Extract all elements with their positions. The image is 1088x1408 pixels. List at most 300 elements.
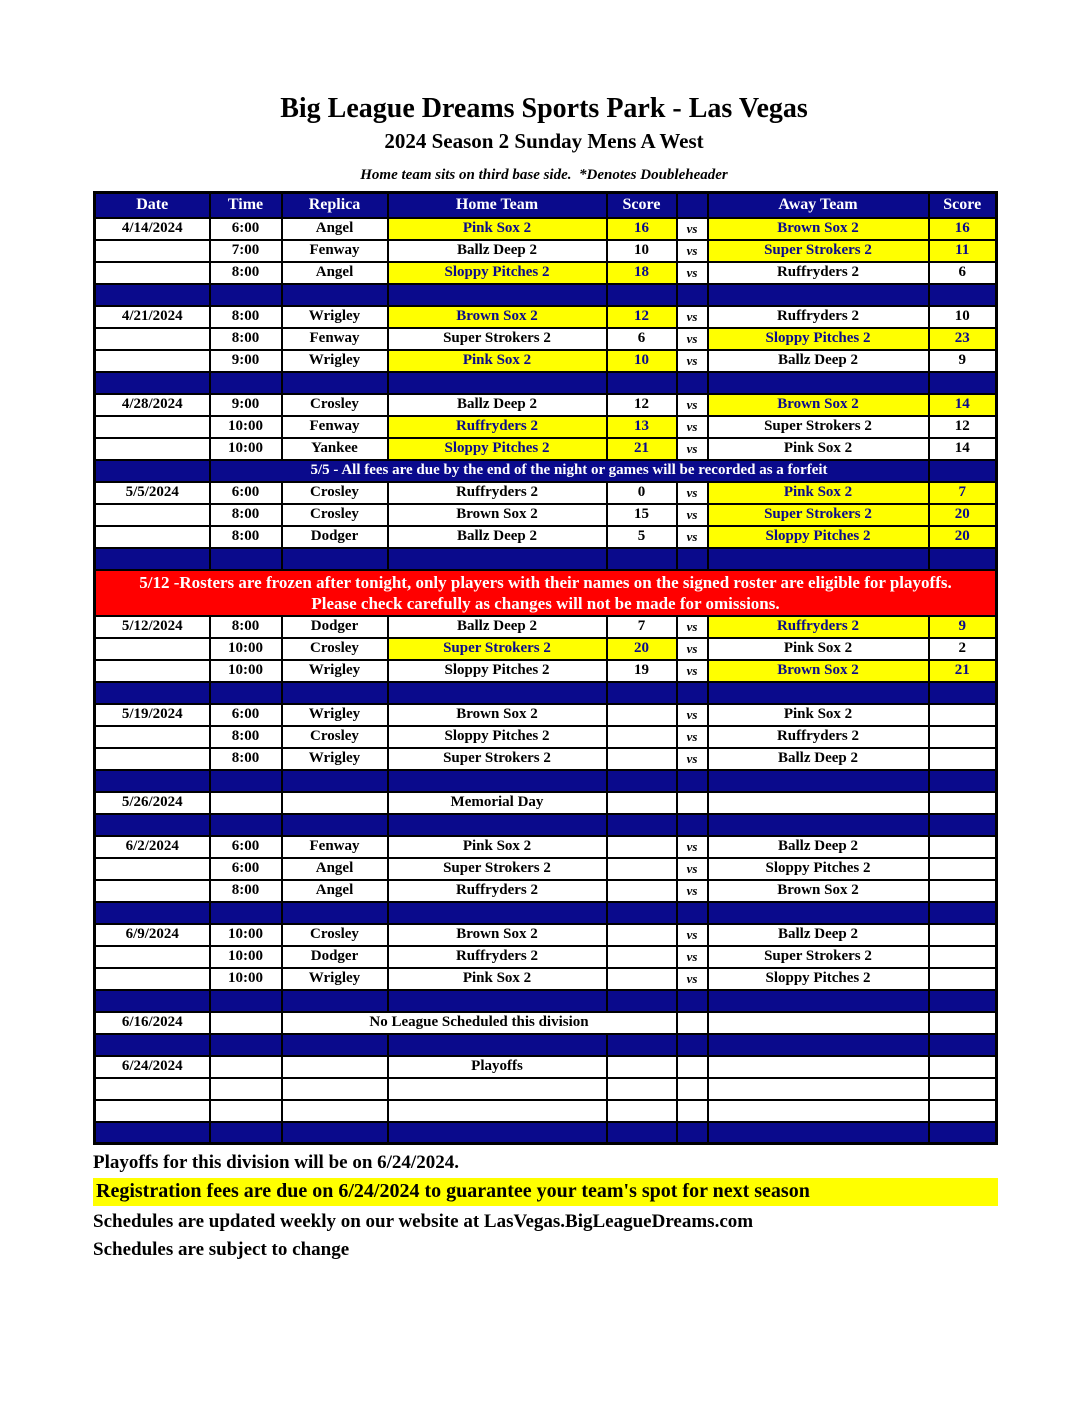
home-score-cell: 15: [607, 504, 677, 526]
away-score-cell: 11: [929, 240, 997, 262]
home-score-cell: 5: [607, 526, 677, 548]
spacer-cell: [677, 1034, 708, 1056]
date-cell: [95, 262, 210, 284]
spacer-row: [95, 284, 997, 306]
label-cell: No League Scheduled this division: [282, 1012, 677, 1034]
spacer-cell: [210, 902, 282, 924]
date-cell: [95, 526, 210, 548]
away-team-cell: Ballz Deep 2: [708, 350, 929, 372]
spacer-cell: [95, 990, 210, 1012]
vs-cell: [677, 1056, 708, 1078]
spacer-row: [95, 902, 997, 924]
vs-cell: vs: [677, 836, 708, 858]
away-score-cell: [929, 924, 997, 946]
away-score-cell: 12: [929, 416, 997, 438]
empty-cell: [210, 1078, 282, 1100]
spacer-cell: [708, 770, 929, 792]
spacer-row: [95, 990, 997, 1012]
spacer-cell: [929, 770, 997, 792]
spacer-cell: [388, 990, 607, 1012]
spacer-cell: [677, 770, 708, 792]
vs-cell: vs: [677, 616, 708, 638]
home-team-cell: Ballz Deep 2: [388, 616, 607, 638]
game-row: [95, 218, 997, 240]
replica-cell: Fenway: [282, 240, 388, 262]
vs-cell: vs: [677, 482, 708, 504]
home-team-cell: Ruffryders 2: [388, 416, 607, 438]
empty-cell: [708, 1078, 929, 1100]
table-body: [95, 218, 997, 1144]
date-cell: [95, 638, 210, 660]
spacer-cell: [282, 1122, 388, 1144]
game-row: [95, 660, 997, 682]
empty-cell: [388, 1100, 607, 1122]
away-team-cell: Ruffryders 2: [708, 616, 929, 638]
game-row: [95, 438, 997, 460]
empty-cell: [677, 1078, 708, 1100]
vs-cell: [677, 1012, 708, 1034]
replica-cell: Crosley: [282, 504, 388, 526]
away-team-cell: Brown Sox 2: [708, 660, 929, 682]
away-team-cell: Super Strokers 2: [708, 416, 929, 438]
replica-cell: Wrigley: [282, 660, 388, 682]
spacer-cell: [282, 372, 388, 394]
time-cell: 10:00: [210, 924, 282, 946]
header-time: Time: [210, 193, 282, 218]
date-cell: 4/14/2024: [95, 218, 210, 240]
date-cell: [95, 968, 210, 990]
away-score-cell: 20: [929, 504, 997, 526]
replica-cell: Wrigley: [282, 350, 388, 372]
game-row: [95, 504, 997, 526]
game-row: [95, 858, 997, 880]
spacer-cell: [95, 460, 210, 482]
spacer-cell: [708, 284, 929, 306]
spacer-cell: [929, 682, 997, 704]
home-score-cell: 10: [607, 350, 677, 372]
vs-cell: vs: [677, 748, 708, 770]
time-cell: 7:00: [210, 240, 282, 262]
away-score-cell: [929, 748, 997, 770]
spacer-cell: [388, 770, 607, 792]
notice-line: 5/12 -Rosters are frozen after tonight, only players with their names on the signed roster are eligible for playoffs.: [139, 572, 952, 592]
home-score-cell: [607, 968, 677, 990]
replica-cell: Wrigley: [282, 704, 388, 726]
away-score-cell: [929, 946, 997, 968]
spacer-row: [95, 1122, 997, 1144]
away-team-cell: Pink Sox 2: [708, 438, 929, 460]
empty-cell: [607, 1100, 677, 1122]
vs-cell: vs: [677, 946, 708, 968]
spacer-cell: [677, 284, 708, 306]
home-team-cell: Brown Sox 2: [388, 504, 607, 526]
replica-cell: Wrigley: [282, 748, 388, 770]
game-row: [95, 638, 997, 660]
replica-cell: Crosley: [282, 726, 388, 748]
empty-cell: [95, 1100, 210, 1122]
spacer-row: [95, 372, 997, 394]
home-team-cell: Brown Sox 2: [388, 306, 607, 328]
spacer-cell: [607, 902, 677, 924]
time-cell: 6:00: [210, 704, 282, 726]
spacer-cell: [607, 284, 677, 306]
home-team-cell: Sloppy Pitches 2: [388, 262, 607, 284]
home-score-cell: [607, 726, 677, 748]
spacer-cell: [929, 814, 997, 836]
date-cell: 5/19/2024: [95, 704, 210, 726]
away-score-cell: 20: [929, 526, 997, 548]
spacer-cell: [95, 682, 210, 704]
header-row: [95, 193, 997, 218]
date-cell: [95, 858, 210, 880]
spacer-cell: [677, 814, 708, 836]
header-away-team: Away Team: [708, 193, 929, 218]
spacer-cell: [210, 1122, 282, 1144]
replica-cell: Crosley: [282, 394, 388, 416]
empty-cell: [929, 1100, 997, 1122]
date-cell: 5/12/2024: [95, 616, 210, 638]
header-replica: Replica: [282, 193, 388, 218]
date-cell: [95, 438, 210, 460]
away-team-cell: Sloppy Pitches 2: [708, 858, 929, 880]
home-score-cell: 21: [607, 438, 677, 460]
away-team-cell: Brown Sox 2: [708, 218, 929, 240]
away-score-cell: 2: [929, 638, 997, 660]
spacer-cell: [929, 548, 997, 570]
away-team-cell: Ruffryders 2: [708, 306, 929, 328]
vs-cell: vs: [677, 858, 708, 880]
home-score-cell: [607, 748, 677, 770]
game-row: [95, 704, 997, 726]
spacer-row: [95, 770, 997, 792]
home-score-cell: [607, 924, 677, 946]
spacer-cell: [282, 1034, 388, 1056]
home-team-cell: Ballz Deep 2: [388, 240, 607, 262]
away-team-cell: Ruffryders 2: [708, 726, 929, 748]
empty-row: [95, 1078, 997, 1100]
game-row: [95, 968, 997, 990]
away-score-cell: 10: [929, 306, 997, 328]
away-score-cell: 6: [929, 262, 997, 284]
spacer-row: [95, 682, 997, 704]
away-score-cell: [929, 704, 997, 726]
footer: [93, 1152, 1088, 1261]
home-team-cell: Ballz Deep 2: [388, 394, 607, 416]
spacer-cell: [607, 814, 677, 836]
home-team-cell: Ballz Deep 2: [388, 526, 607, 548]
game-row: [95, 306, 997, 328]
replica-cell: Angel: [282, 880, 388, 902]
away-team-cell: [708, 1012, 929, 1034]
spacer-cell: [282, 682, 388, 704]
home-team-note: Home team sits on third base side. *Denotes Doubleheader: [360, 167, 728, 183]
vs-cell: vs: [677, 880, 708, 902]
registration-note: Registration fees are due on 6/24/2024 to guarantee your team's spot for next season: [93, 1178, 998, 1206]
vs-cell: vs: [677, 638, 708, 660]
away-team-cell: Ballz Deep 2: [708, 836, 929, 858]
away-score-cell: [929, 726, 997, 748]
replica-cell: Fenway: [282, 328, 388, 350]
header-date: Date: [95, 193, 210, 218]
empty-cell: [677, 1100, 708, 1122]
vs-cell: vs: [677, 968, 708, 990]
away-team-cell: Ruffryders 2: [708, 262, 929, 284]
date-cell: 6/16/2024: [95, 1012, 210, 1034]
home-score-cell: [607, 1056, 677, 1078]
time-cell: 10:00: [210, 438, 282, 460]
vs-cell: vs: [677, 262, 708, 284]
home-score-cell: [607, 946, 677, 968]
away-score-cell: [929, 1012, 997, 1034]
date-cell: [95, 416, 210, 438]
home-team-cell: Super Strokers 2: [388, 328, 607, 350]
spacer-cell: [929, 990, 997, 1012]
replica-cell: [282, 1056, 388, 1078]
replica-cell: [282, 792, 388, 814]
home-team-cell: Sloppy Pitches 2: [388, 438, 607, 460]
away-team-cell: Super Strokers 2: [708, 504, 929, 526]
spacer-cell: [95, 548, 210, 570]
away-team-cell: Sloppy Pitches 2: [708, 968, 929, 990]
date-cell: [95, 328, 210, 350]
home-team-cell: Pink Sox 2: [388, 836, 607, 858]
date-cell: [95, 880, 210, 902]
spacer-cell: [607, 990, 677, 1012]
time-cell: 6:00: [210, 218, 282, 240]
spacer-cell: [210, 372, 282, 394]
replica-cell: Dodger: [282, 946, 388, 968]
spacer-cell: [95, 770, 210, 792]
spacer-cell: [95, 1034, 210, 1056]
home-score-cell: [607, 858, 677, 880]
home-score-cell: 13: [607, 416, 677, 438]
home-team-cell: Super Strokers 2: [388, 858, 607, 880]
game-row: [95, 748, 997, 770]
spacer-row: [95, 1034, 997, 1056]
spacer-cell: [95, 284, 210, 306]
vs-cell: vs: [677, 328, 708, 350]
home-score-cell: 19: [607, 660, 677, 682]
header-vs: [677, 193, 708, 218]
table-header: [95, 193, 997, 218]
replica-cell: Fenway: [282, 416, 388, 438]
date-cell: 4/28/2024: [95, 394, 210, 416]
date-cell: 6/9/2024: [95, 924, 210, 946]
spacer-cell: [282, 902, 388, 924]
home-team-cell: Pink Sox 2: [388, 350, 607, 372]
spacer-cell: [708, 1122, 929, 1144]
spacer-cell: [607, 548, 677, 570]
game-row: [95, 924, 997, 946]
away-score-cell: 7: [929, 482, 997, 504]
date-cell: [95, 748, 210, 770]
spacer-cell: [388, 1122, 607, 1144]
replica-cell: Crosley: [282, 638, 388, 660]
fees-due-notice: 5/5 - All fees are due by the end of the night or games will be recorded as a forfeit: [210, 460, 929, 482]
website-note: Schedules are updated weekly on our website at LasVegas.BigLeagueDreams.com: [93, 1211, 754, 1232]
away-score-cell: [929, 858, 997, 880]
away-score-cell: [929, 968, 997, 990]
time-cell: 10:00: [210, 946, 282, 968]
away-team-cell: Pink Sox 2: [708, 704, 929, 726]
vs-cell: vs: [677, 394, 708, 416]
empty-cell: [388, 1078, 607, 1100]
time-cell: 8:00: [210, 726, 282, 748]
time-cell: 10:00: [210, 416, 282, 438]
spacer-cell: [388, 814, 607, 836]
game-row: [95, 262, 997, 284]
date-cell: [95, 240, 210, 262]
replica-cell: Dodger: [282, 616, 388, 638]
spacer-cell: [677, 548, 708, 570]
page-title: Big League Dreams Sports Park - Las Vegas: [280, 93, 808, 124]
spacer-cell: [210, 284, 282, 306]
vs-cell: vs: [677, 416, 708, 438]
spacer-row: [95, 548, 997, 570]
spacer-cell: [607, 372, 677, 394]
vs-cell: vs: [677, 240, 708, 262]
header-home-team: Home Team: [388, 193, 607, 218]
empty-cell: [95, 1078, 210, 1100]
roster-freeze-notice: [95, 570, 997, 616]
date-cell: 6/24/2024: [95, 1056, 210, 1078]
time-cell: [210, 792, 282, 814]
replica-cell: Angel: [282, 218, 388, 240]
spacer-cell: [929, 1122, 997, 1144]
spacer-cell: [929, 902, 997, 924]
empty-row: [95, 1100, 997, 1122]
spacer-cell: [388, 284, 607, 306]
away-team-cell: Sloppy Pitches 2: [708, 526, 929, 548]
vs-cell: vs: [677, 504, 708, 526]
time-cell: 9:00: [210, 350, 282, 372]
empty-cell: [282, 1078, 388, 1100]
vs-cell: vs: [677, 438, 708, 460]
notice-red-row: [95, 570, 997, 616]
header-score: Score: [607, 193, 677, 218]
spacer-cell: [929, 372, 997, 394]
spacer-cell: [677, 990, 708, 1012]
header-score: Score: [929, 193, 997, 218]
spacer-cell: [388, 902, 607, 924]
home-team-cell: Ruffryders 2: [388, 880, 607, 902]
replica-cell: Wrigley: [282, 306, 388, 328]
empty-cell: [708, 1100, 929, 1122]
vs-cell: vs: [677, 704, 708, 726]
away-team-cell: Brown Sox 2: [708, 394, 929, 416]
time-cell: 8:00: [210, 306, 282, 328]
spacer-cell: [708, 682, 929, 704]
spacer-cell: [388, 548, 607, 570]
spacer-cell: [929, 1034, 997, 1056]
away-team-cell: Pink Sox 2: [708, 482, 929, 504]
home-score-cell: 0: [607, 482, 677, 504]
home-team-cell: Ruffryders 2: [388, 946, 607, 968]
empty-cell: [929, 1078, 997, 1100]
spacer-cell: [708, 1034, 929, 1056]
time-cell: [210, 1012, 282, 1034]
away-team-cell: Super Strokers 2: [708, 946, 929, 968]
home-score-cell: 10: [607, 240, 677, 262]
home-score-cell: 6: [607, 328, 677, 350]
game-row: [95, 836, 997, 858]
date-cell: 6/2/2024: [95, 836, 210, 858]
home-team-cell: Brown Sox 2: [388, 924, 607, 946]
time-cell: 10:00: [210, 638, 282, 660]
game-row: [95, 394, 997, 416]
game-row: [95, 416, 997, 438]
time-cell: 8:00: [210, 616, 282, 638]
spacer-cell: [388, 372, 607, 394]
label-row: [95, 1056, 997, 1078]
home-team-cell: Pink Sox 2: [388, 218, 607, 240]
time-cell: 8:00: [210, 880, 282, 902]
spacer-row: [95, 814, 997, 836]
spacer-cell: [708, 372, 929, 394]
time-cell: 8:00: [210, 504, 282, 526]
game-row: [95, 482, 997, 504]
empty-cell: [607, 1078, 677, 1100]
vs-cell: [677, 792, 708, 814]
game-row: [95, 880, 997, 902]
away-score-cell: 21: [929, 660, 997, 682]
spacer-cell: [210, 1034, 282, 1056]
notice-blue-row: [95, 460, 997, 482]
away-score-cell: 14: [929, 438, 997, 460]
home-team-cell: Ruffryders 2: [388, 482, 607, 504]
game-row: [95, 328, 997, 350]
date-cell: [95, 946, 210, 968]
away-team-cell: Sloppy Pitches 2: [708, 328, 929, 350]
spacer-cell: [95, 372, 210, 394]
replica-cell: Angel: [282, 262, 388, 284]
time-cell: 10:00: [210, 660, 282, 682]
spacer-cell: [282, 548, 388, 570]
time-cell: 8:00: [210, 748, 282, 770]
spacer-cell: [677, 372, 708, 394]
spacer-cell: [95, 814, 210, 836]
vs-cell: vs: [677, 350, 708, 372]
vs-cell: vs: [677, 924, 708, 946]
home-team-cell: Super Strokers 2: [388, 638, 607, 660]
playoffs-note: Playoffs for this division will be on 6/24/2024.: [93, 1152, 459, 1173]
label-row: [95, 792, 997, 814]
date-cell: [95, 504, 210, 526]
time-cell: 6:00: [210, 836, 282, 858]
spacer-cell: [708, 902, 929, 924]
replica-cell: Fenway: [282, 836, 388, 858]
time-cell: 8:00: [210, 328, 282, 350]
spacer-cell: [282, 814, 388, 836]
replica-cell: Wrigley: [282, 968, 388, 990]
spacer-cell: [677, 682, 708, 704]
spacer-cell: [282, 284, 388, 306]
spacer-cell: [210, 770, 282, 792]
home-team-cell: Super Strokers 2: [388, 748, 607, 770]
away-team-cell: [708, 792, 929, 814]
spacer-cell: [607, 1122, 677, 1144]
spacer-cell: [282, 990, 388, 1012]
spacer-cell: [95, 902, 210, 924]
home-score-cell: [607, 836, 677, 858]
spacer-cell: [282, 770, 388, 792]
game-row: [95, 350, 997, 372]
game-row: [95, 616, 997, 638]
time-cell: 6:00: [210, 482, 282, 504]
label-wide-row: [95, 1012, 997, 1034]
home-score-cell: 12: [607, 394, 677, 416]
away-team-cell: Brown Sox 2: [708, 880, 929, 902]
